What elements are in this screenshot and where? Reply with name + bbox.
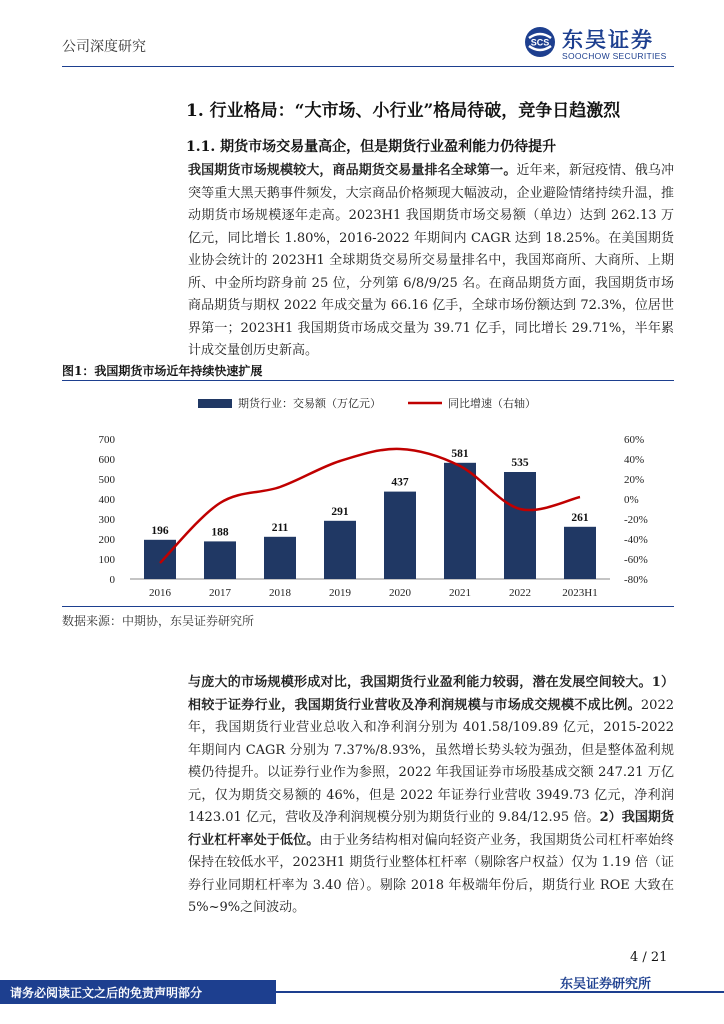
chart-legend xyxy=(198,396,536,410)
right-axis-ticks xyxy=(624,434,648,586)
bar-2022 xyxy=(504,472,536,579)
x-tick-label: 2021 xyxy=(449,587,471,599)
x-tick-label: 2016 xyxy=(149,587,171,599)
x-tick-label: 2017 xyxy=(209,587,231,599)
right-tick-label: -20% xyxy=(624,514,648,526)
bar-2017 xyxy=(204,541,236,579)
bar-value-label: 188 xyxy=(211,526,229,539)
left-tick-label: 600 xyxy=(98,454,115,466)
x-tick-label: 2019 xyxy=(329,587,351,599)
bar-2020 xyxy=(384,492,416,579)
figure-source: 数据来源：中期协，东吴证券研究所 xyxy=(62,614,255,628)
footer-disclaimer: 请务必阅读正文之后的免责声明部分 xyxy=(10,986,203,1000)
logo-english-name: SOOCHOW SECURITIES xyxy=(562,51,667,61)
header-section-label: 公司深度研究 xyxy=(62,39,146,55)
bar-value-label: 196 xyxy=(151,524,169,537)
bar-2018 xyxy=(264,537,296,579)
right-tick-label: 0% xyxy=(624,494,639,506)
x-tick-label: 2022 xyxy=(509,587,531,599)
logo-chinese-name: 东吴证券 xyxy=(562,28,654,52)
bar-2016 xyxy=(144,540,176,579)
right-tick-label: 40% xyxy=(624,454,645,466)
subsection-heading: 1.1. 期货市场交易量高企，但是期货行业盈利能力仍待提升 xyxy=(186,139,557,155)
bar-2021 xyxy=(444,463,476,579)
legend-bar-swatch xyxy=(198,399,232,408)
legend-line-label: 同比增速（右轴） xyxy=(448,398,536,410)
left-tick-label: 200 xyxy=(98,534,115,546)
paragraph2-lead: 与庞大的市场规模形成对比，我国期货行业盈利能力较弱，潜在发展空间较大。1）相较于证券行业，我国期货行业营收及净利润规模与市场成交规模不成比例。 xyxy=(188,675,674,713)
paragraph-market-scale xyxy=(188,160,674,363)
right-tick-label: -40% xyxy=(624,534,648,546)
left-tick-label: 700 xyxy=(98,434,115,446)
bar-series xyxy=(144,463,596,579)
legend-bar-label: 期货行业：交易额（万亿元） xyxy=(238,398,381,410)
right-tick-label: -60% xyxy=(624,554,648,566)
left-tick-label: 500 xyxy=(98,474,115,486)
left-tick-label: 0 xyxy=(109,574,115,586)
x-tick-label: 2020 xyxy=(389,587,411,599)
figure-title: 图1：我国期货市场近年持续快速扩展 xyxy=(62,364,263,378)
bar-value-label: 437 xyxy=(391,476,409,489)
figure-bottom-rule xyxy=(62,606,674,607)
left-tick-label: 100 xyxy=(98,554,115,566)
x-axis-labels xyxy=(149,587,598,599)
bar-2019 xyxy=(324,521,356,579)
paragraph2-body2: 由于业务结构相对偏向轻资产业务，我国期货公司杠杆率始终保持在较低水平，2023H1 期货行业整体杠杆率（剔除客户权益）仅为 1.19 倍（证券行业同期杠杆率为 3.40 倍）。剔除 2018 年极端年份后，期货行业 ROE 大致在 5%~9%之间波动。 xyxy=(188,832,674,915)
x-tick-label: 2018 xyxy=(269,587,291,599)
section-heading: 1. 行业格局：“大市场、小行业”格局待破，竞争日趋激烈 xyxy=(186,101,621,121)
bar-value-label: 581 xyxy=(451,447,469,460)
bar-2023H1 xyxy=(564,527,596,579)
bar-value-label: 535 xyxy=(511,457,529,469)
paragraph1-body: 近年来，新冠疫情、俄乌冲突等重大黑天鹅事件频发，大宗商品价格频现大幅波动，企业避险情绪持续升温，推动期货市场规模逐年走高。2023H1 我国期货市场交易额（单边）达到 262.13 万亿元，同比增长 1.80%，2016-2022 年期间内 CAGR 达到 18.25%。在美国期货业协会统计的 2023H1 全球期货交易所交易量排名中，我国郑商所、大商所、上期所、中金所均跻身前 25 位，分列第 6/8/9/25 名。在商品期货方面，我国期货市场商品期货与期权 2022 年成交量为 66.16 亿手，全球市场份额达到 72.3%，位居世界第一；2023H1 我国期货市场成交量为 39.71 亿手，同比增长 29.71%，半年累计成交量创历史新高。 xyxy=(188,163,674,358)
bar-value-label: 261 xyxy=(571,511,589,524)
left-tick-label: 400 xyxy=(98,494,115,506)
figure-top-rule xyxy=(62,380,674,381)
bar-value-label: 291 xyxy=(331,505,349,518)
left-tick-label: 300 xyxy=(98,514,115,526)
footer-institute: 东吴证券研究所 xyxy=(560,977,652,992)
footer-rule xyxy=(276,991,724,993)
x-tick-label: 2023H1 xyxy=(562,587,598,599)
futures-market-chart xyxy=(62,382,674,604)
paragraph2-lead2: 2）我国期货行业杠杆率处于低位。 xyxy=(188,810,674,848)
logo-mark-text: SCS xyxy=(530,37,550,48)
header-divider xyxy=(62,66,674,67)
paragraph2-body1: 2022 年，我国期货行业营业总收入和净利润分别为 401.58/109.89 亿元，2015-2022 年期间内 CAGR 分别为 7.37%/8.93%，虽然增长势头较为强劲，但是整体盈利规模仍待提升。以证券行业作为参照，2022 年我国证券市场股基成交额 247.21 万亿元，仅为期货交易额的 46%，但是 2022 年证券行业营收 3949.73 亿元，净利润 1423.01 亿元，营收及净利润规模分别为期货行业的 9.84/12.95 倍。 xyxy=(188,697,674,825)
paragraph-profitability xyxy=(188,672,674,920)
paragraph1-lead: 我国期货市场规模较大，商品期货交易量排名全球第一。 xyxy=(188,163,517,178)
right-tick-label: 60% xyxy=(624,434,645,446)
logo-mark-icon xyxy=(524,26,556,58)
right-tick-label: -80% xyxy=(624,574,648,586)
left-axis-ticks xyxy=(99,434,116,586)
right-tick-label: 20% xyxy=(624,474,645,486)
bar-value-label: 211 xyxy=(271,521,289,534)
page-number: 4 / 21 xyxy=(630,950,668,965)
company-logo xyxy=(524,24,674,64)
